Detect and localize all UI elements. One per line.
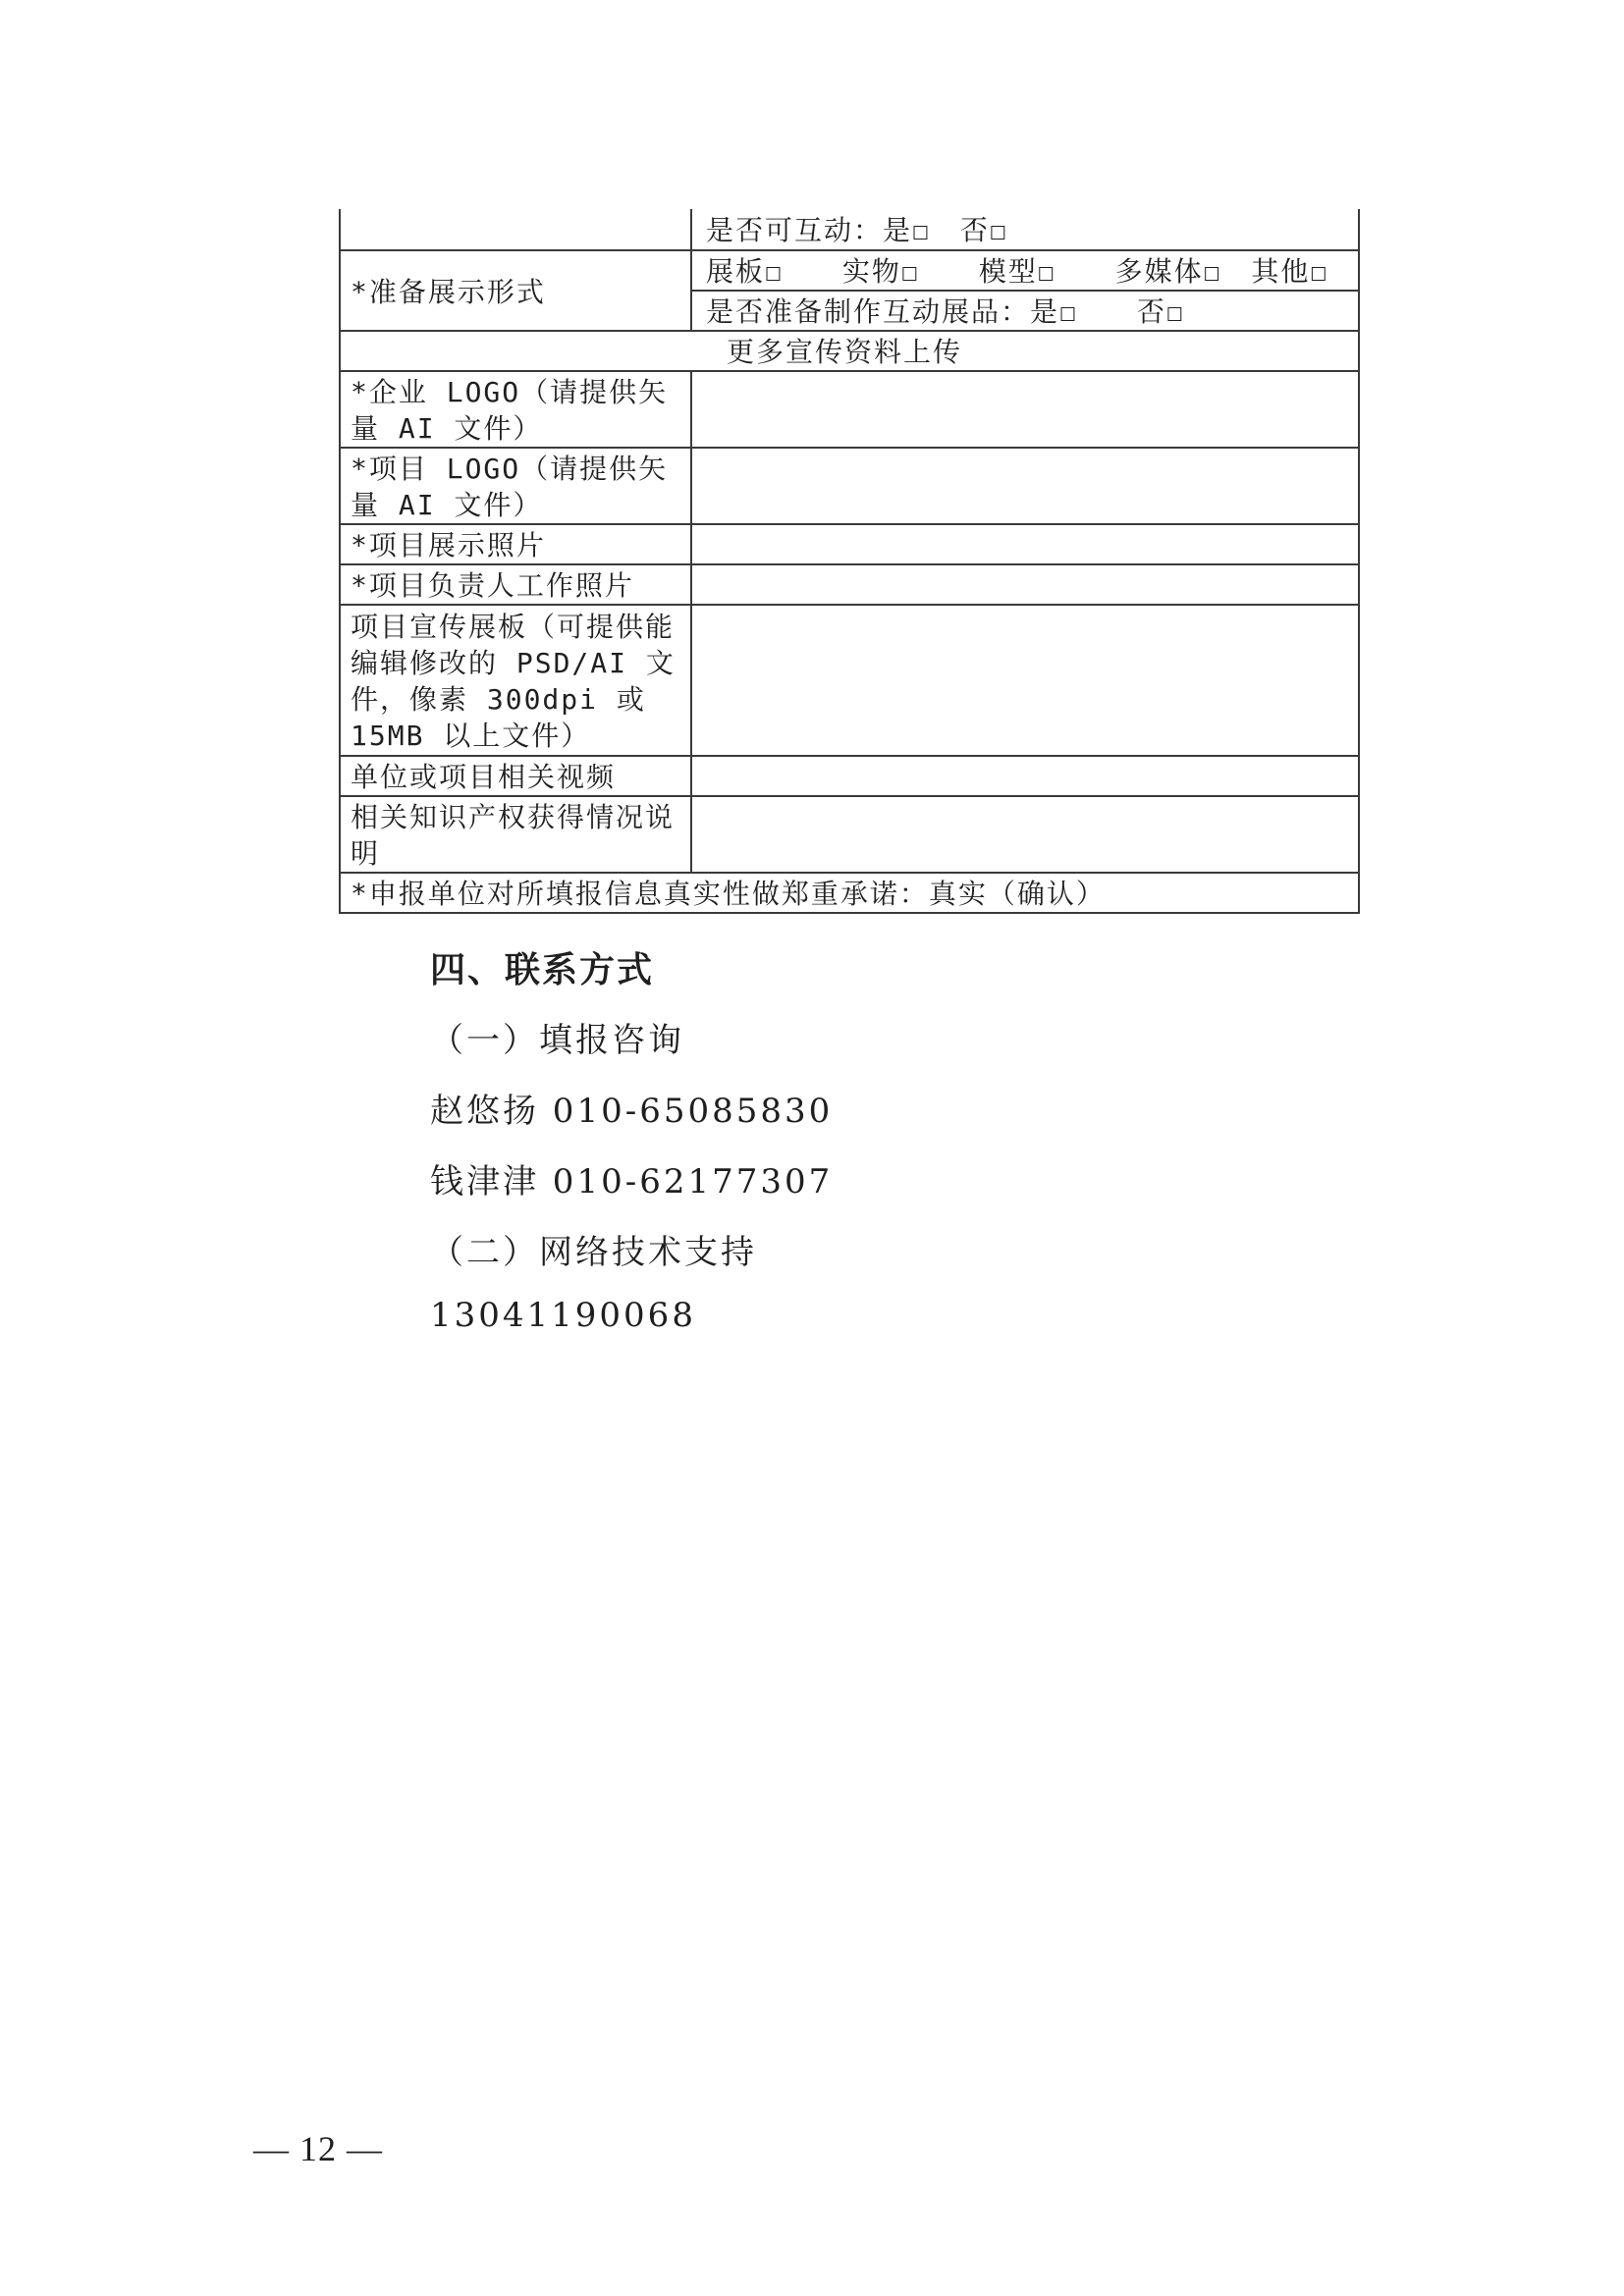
form-row-project-photo (340, 524, 1359, 564)
promo-board-upload[interactable] (691, 605, 1359, 756)
form-row-ip-description (340, 796, 1359, 873)
more-materials-heading: 更多宣传资料上传 (340, 331, 1359, 371)
video-upload[interactable] (691, 756, 1359, 796)
form-label-promo-board: 项目宣传展板（可提供能编辑修改的 PSD/AI 文件，像素 300dpi 或 15MB 以上文件） (340, 605, 691, 756)
form-label-project-logo: *项目 LOGO（请提供矢量 AI 文件） (340, 448, 691, 524)
form-row-display-type (340, 250, 1359, 291)
form-label-project-photo: *项目展示照片 (340, 524, 691, 564)
form-row-more-materials (340, 331, 1359, 371)
form-row-commitment (340, 873, 1359, 913)
commitment-statement[interactable]: *申报单位对所填报信息真实性做郑重承诺：真实（确认） (340, 873, 1359, 913)
form-label-company-logo: *企业 LOGO（请提供矢量 AI 文件） (340, 371, 691, 448)
tech-support-phone: 13041190068 (430, 1296, 696, 1335)
form-row-interactive (340, 209, 1359, 250)
form-label-leader-photo: *项目负责人工作照片 (340, 564, 691, 605)
contact-line-zhao: 赵悠扬 010-65085830 (430, 1092, 834, 1131)
form-label-display-type: *准备展示形式 (340, 250, 691, 331)
form-row-project-logo (340, 448, 1359, 524)
form-label-blank (340, 209, 691, 250)
ip-description-field[interactable] (691, 796, 1359, 873)
form-row-video (340, 756, 1359, 796)
inquiry-subtitle: （一）填报咨询 (430, 1021, 684, 1060)
leader-photo-upload[interactable] (691, 564, 1359, 605)
form-row-company-logo (340, 371, 1359, 448)
project-photo-upload[interactable] (691, 524, 1359, 564)
form-label-ip-description: 相关知识产权获得情况说明 (340, 796, 691, 873)
contact-section-title: 四、联系方式 (430, 950, 655, 990)
page-number: — 12 — (253, 2129, 383, 2168)
form-label-video: 单位或项目相关视频 (340, 756, 691, 796)
application-form-table (339, 209, 1360, 914)
display-type-options[interactable]: 展板☐ 实物☐ 模型☐ 多媒体☐ 其他☐ (691, 250, 1359, 291)
interactive-exhibit-option[interactable]: 是否准备制作互动展品：是☐ 否☐ (691, 291, 1359, 331)
interactive-option[interactable]: 是否可互动：是☐ 否☐ (691, 209, 1359, 250)
project-logo-upload[interactable] (691, 448, 1359, 524)
tech-support-subtitle: （二）网络技术支持 (430, 1233, 757, 1272)
form-row-leader-photo (340, 564, 1359, 605)
form-row-promo-board (340, 605, 1359, 756)
contact-line-qian: 钱津津 010-62177307 (430, 1162, 834, 1201)
company-logo-upload[interactable] (691, 371, 1359, 448)
